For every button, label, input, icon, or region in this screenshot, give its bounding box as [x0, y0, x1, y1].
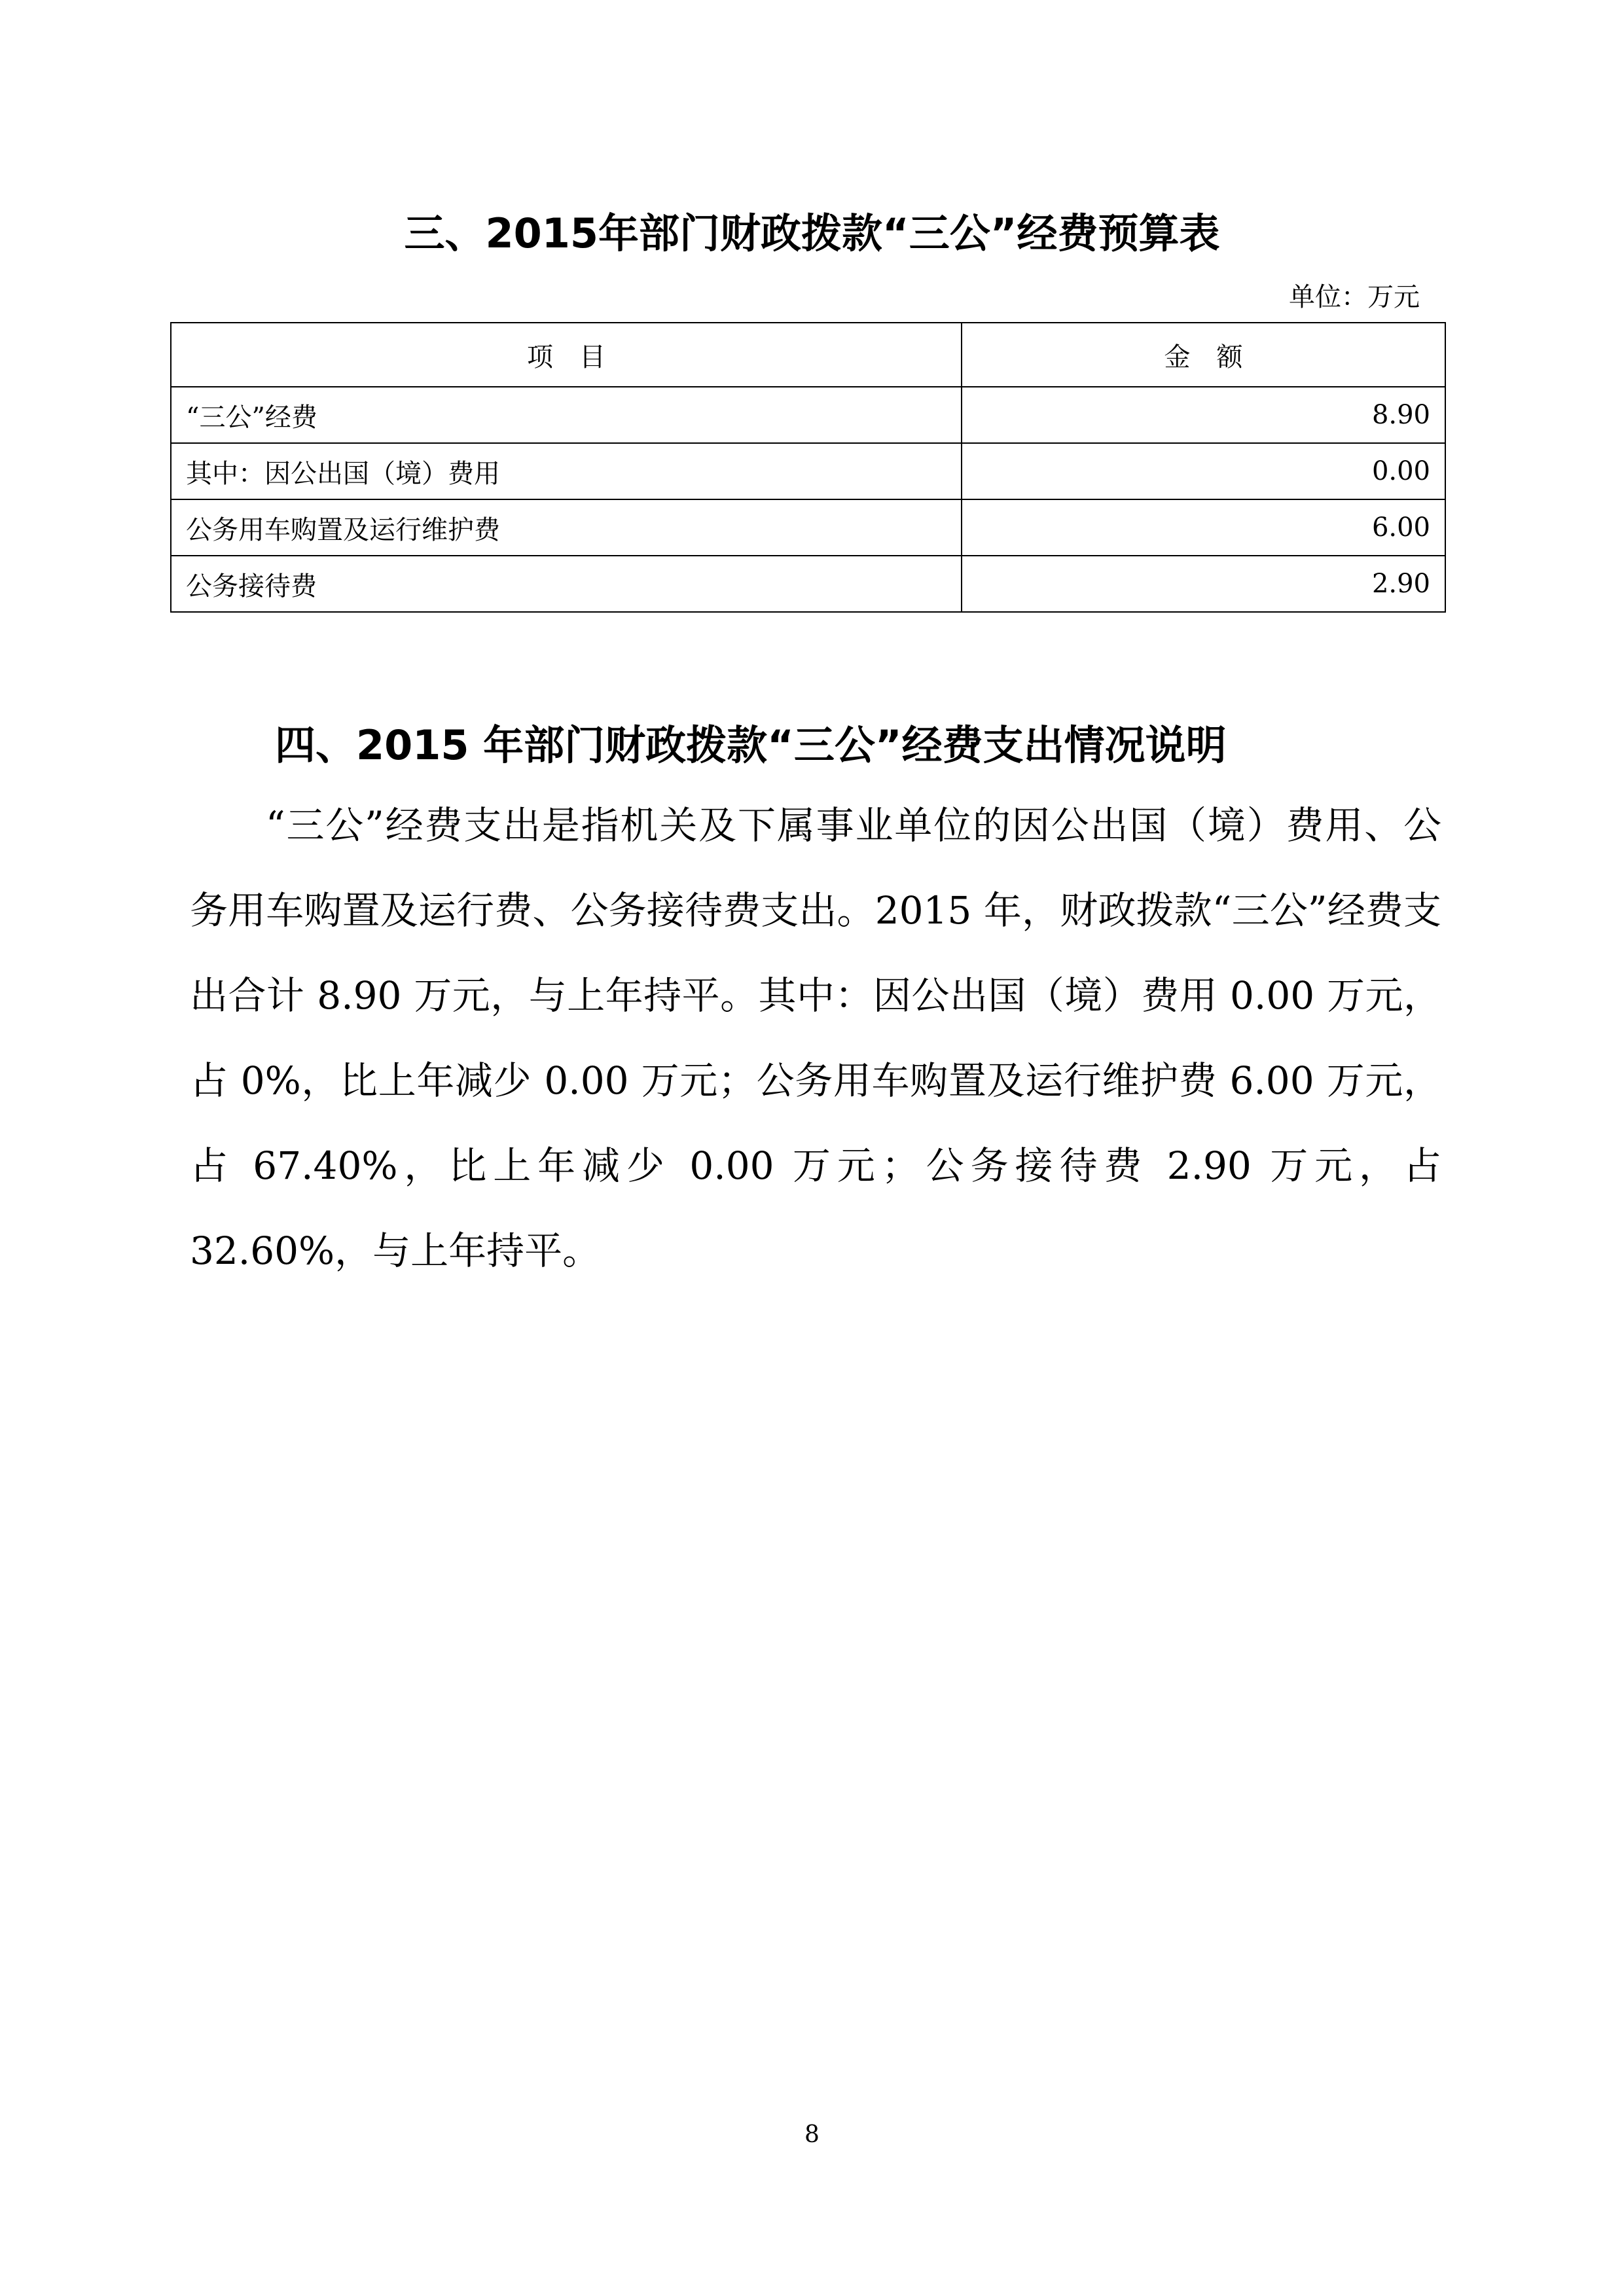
row-amount-official-vehicles: 6.00 [962, 499, 1445, 556]
row-item-official-reception: 公务接待费 [171, 556, 962, 612]
header-amount: 金 额 [962, 323, 1445, 387]
budget-table [170, 322, 1446, 613]
row-item-overseas-travel: 其中：因公出国（境）费用 [171, 443, 962, 499]
table-row [171, 556, 1445, 612]
row-amount-overseas-travel: 0.00 [962, 443, 1445, 499]
row-amount-sangong-total: 8.90 [962, 387, 1445, 443]
section4-title: 四、2015 年部门财政拨款“三公”经费支出情况说明 [275, 721, 1227, 769]
row-item-official-vehicles: 公务用车购置及运行维护费 [171, 499, 962, 556]
page-number: 8 [804, 2121, 820, 2148]
table-row [171, 443, 1445, 499]
row-amount-official-reception: 2.90 [962, 556, 1445, 612]
section3-title: 三、2015年部门财政拨款“三公”经费预算表 [404, 209, 1220, 257]
table-row [171, 387, 1445, 443]
header-item: 项 目 [171, 323, 962, 387]
table-row [171, 499, 1445, 556]
section4-paragraph: “三公”经费支出是指机关及下属事业单位的因公出国（境）费用、公务用车购置及运行费、公务接待费支出。2015 年，财政拨款“三公”经费支出合计 8.90 万元，与上年持平。其中：因公出国（境）费用 0.00 万元，占 0%，比上年减少 0.00 万元；公务用车购置及运行维护费 6.00 万元，占 67.40%，比上年减少 0.00 万元；公务接待费 2.90 万元，占 32.60%，与上年持平。 [190, 803, 1441, 1273]
row-item-sangong-total: “三公”经费 [171, 387, 962, 443]
unit-label: 单位：万元 [1289, 282, 1420, 312]
table-header-row [171, 323, 1445, 387]
